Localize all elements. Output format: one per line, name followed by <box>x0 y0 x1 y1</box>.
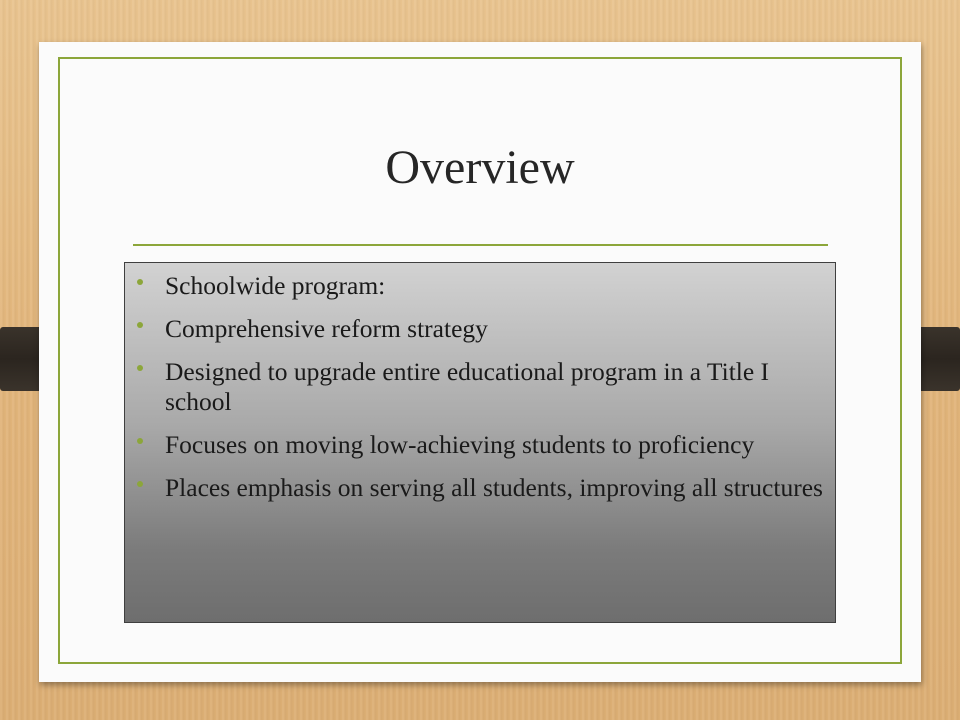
content-box <box>124 262 836 623</box>
bullet-text: Designed to upgrade entire educational program in a Title I school <box>165 357 770 416</box>
title-divider <box>133 244 828 246</box>
bullet-list <box>125 271 835 516</box>
bullet-dot-icon <box>137 365 143 371</box>
bullet-item <box>125 314 835 344</box>
bullet-text: Schoolwide program: <box>165 271 386 300</box>
bullet-text: Comprehensive reform strategy <box>165 314 488 343</box>
bullet-item <box>125 430 835 460</box>
bullet-text: Places emphasis on serving all students, improving all structures <box>165 473 823 502</box>
bullet-item <box>125 357 835 417</box>
bullet-item <box>125 271 835 301</box>
bullet-dot-icon <box>137 322 143 328</box>
bullet-dot-icon <box>137 438 143 444</box>
bullet-dot-icon <box>137 481 143 487</box>
bullet-text: Focuses on moving low-achieving students to proficiency <box>165 430 755 459</box>
bullet-dot-icon <box>137 279 143 285</box>
slide-title: Overview <box>385 141 575 194</box>
bullet-item <box>125 473 835 503</box>
